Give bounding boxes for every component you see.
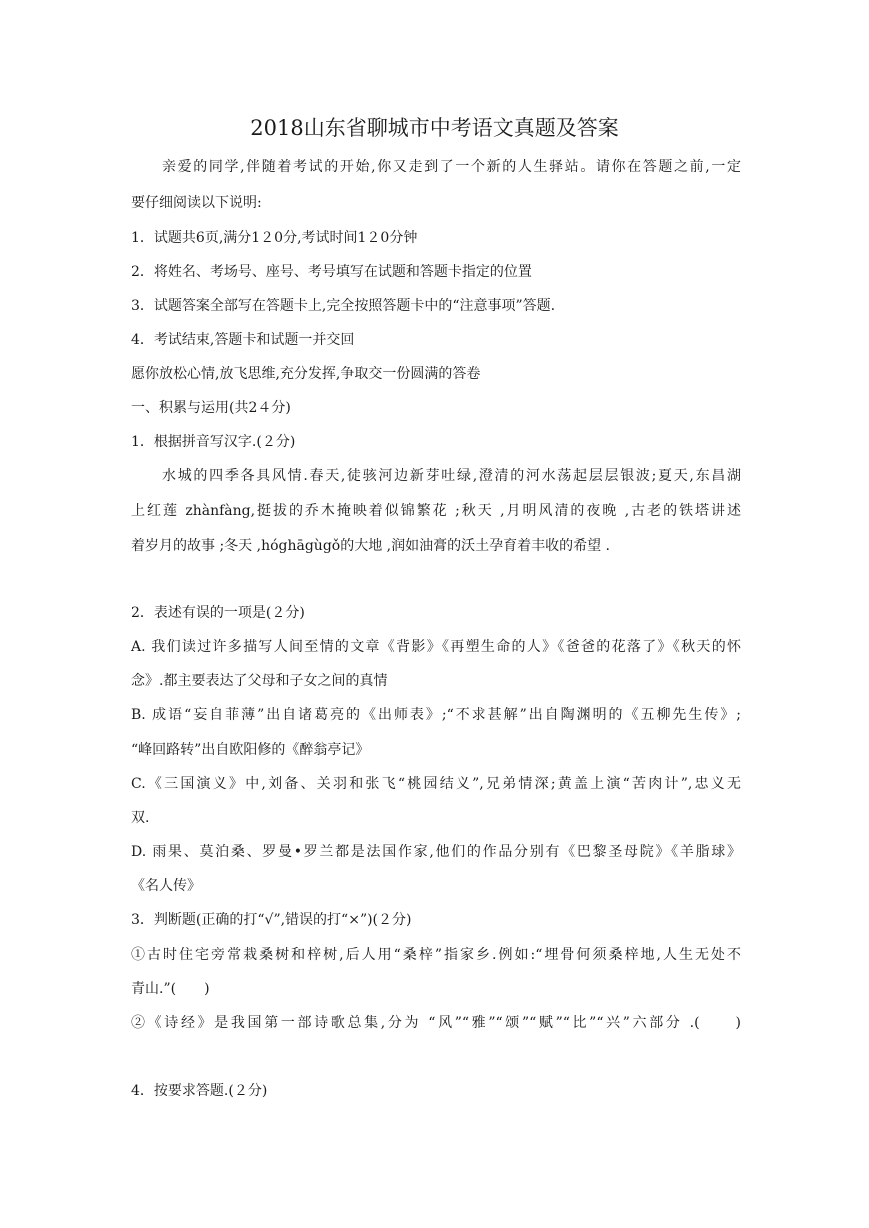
question-1-passage-line-2: 上红莲 zhànfàng,挺拔的乔木掩映着似锦繁花 ;秋天 ,月明风清的夜晚 ,古老的铁塔讲述 [131,503,741,519]
section-heading: 一、积累与运用(共2４分) [131,400,291,416]
question-2-option-c-line-2: 双. [131,810,150,826]
rule-3: 3．试题答案全部写在答题卡上,完全按照答题卡中的“注意事项”答题. [131,298,556,314]
question-3-item-2: ②《诗经》是我国第一部诗歌总集,分为 “风”“雅”“颂”“赋”“比”“兴”六部分 .( ) [131,1015,741,1031]
question-2-option-a-line-1: A. 我们读过许多描写人间至情的文章《背影》《再塑生命的人》《爸爸的花落了》《秋天的怀 [131,639,741,655]
page-title: 2018山东省聊城市中考语文真题及答案 [250,116,619,140]
question-2-option-d-line-1: D. 雨果、莫泊桑、罗曼•罗兰都是法国作家,他们的作品分别有《巴黎圣母院》《羊脂球》 [131,844,741,860]
question-2-option-a-line-2: 念》.都主要表达了父母和子女之间的真情 [131,673,388,689]
rule-1: 1．试题共6页,满分1２0分,考试时间1２0分钟 [131,230,418,246]
wish-line: 愿你放松心情,放飞思维,充分发挥,争取交一份圆满的答卷 [131,366,481,382]
question-2-stem: 2．表述有误的一项是(２分) [131,605,305,621]
question-1-passage-line-3: 着岁月的故事 ;冬天 ,hóghāgùgǒ的大地 ,润如油膏的沃土孕育着丰收的希望 . [131,538,611,554]
rule-2: 2．将姓名、考场号、座号、考号填写在试题和答题卡指定的位置 [131,264,532,280]
question-1-passage-line-1: 水城的四季各具风情.春天,徒骇河边新芽吐绿,澄清的河水荡起层层银波;夏天,东昌湖 [162,468,741,484]
question-2-option-b-line-1: B. 成语“妄自菲薄”出自诸葛亮的《出师表》;“不求甚解”出自陶渊明的《五柳先生传》; [131,707,741,723]
question-1-stem: 1．根据拼音写汉字.(２分) [131,434,296,450]
question-2-option-d-line-2: 《名人传》 [131,878,201,894]
question-2-option-b-line-2: “峰回路转”出自欧阳修的《醉翁亭记》 [131,742,370,758]
rule-4: 4．考试结束,答题卡和试题一并交回 [131,332,355,348]
question-3-stem: 3．判断题(正确的打“√”,错误的打“×”)(２分) [131,912,412,928]
question-4-stem: 4．按要求答题.(２分) [131,1083,268,1099]
question-2-option-c-line-1: C.《三国演义》中,刘备、关羽和张飞“桃园结义”,兄弟情深;黄盖上演“苦肉计”,忠义无 [131,776,741,792]
intro-line-1: 亲爱的同学,伴随着考试的开始,你又走到了一个新的人生驿站。请你在答题之前,一定 [162,159,741,175]
question-3-item-1-line-2: 青山.”( ) [131,981,210,997]
question-3-item-1-line-1: ①古时住宅旁常栽桑树和梓树,后人用“桑梓”指家乡.例如:“埋骨何须桑梓地,人生无处不 [131,947,741,963]
intro-line-2: 要仔细阅读以下说明: [131,195,262,211]
